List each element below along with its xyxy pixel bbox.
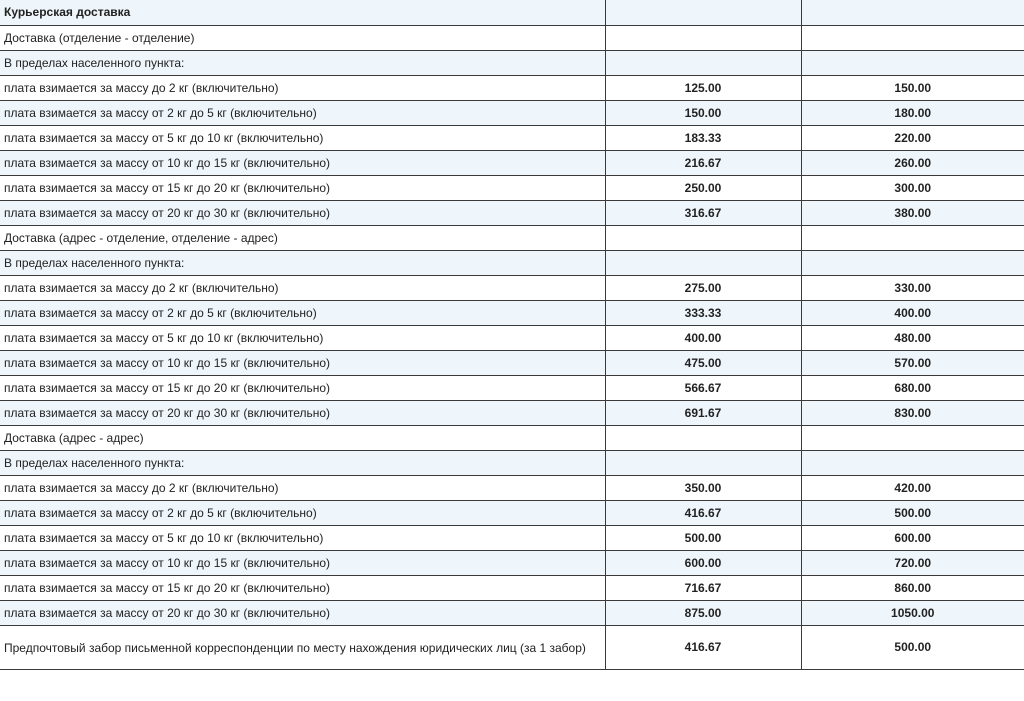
price-with-vat: 220.00	[801, 125, 1024, 150]
price-with-vat: 480.00	[801, 325, 1024, 350]
empty-cell	[801, 425, 1024, 450]
row-description: Предпочтовый забор письменной корреспонденции по месту нахождения юридических лиц (за 1 забор)	[0, 625, 605, 669]
row-description: плата взимается за массу от 20 кг до 30 кг (включительно)	[0, 200, 605, 225]
empty-cell	[801, 50, 1024, 75]
empty-cell	[605, 425, 801, 450]
empty-cell	[605, 0, 801, 25]
price-without-vat: 566.67	[605, 375, 801, 400]
table-row	[0, 150, 1024, 175]
price-without-vat: 275.00	[605, 275, 801, 300]
empty-cell	[801, 250, 1024, 275]
price-with-vat: 380.00	[801, 200, 1024, 225]
empty-cell	[801, 0, 1024, 25]
subsection-row	[0, 250, 1024, 275]
row-description: плата взимается за массу от 10 кг до 15 кг (включительно)	[0, 350, 605, 375]
price-without-vat: 183.33	[605, 125, 801, 150]
row-description: плата взимается за массу от 15 кг до 20 кг (включительно)	[0, 375, 605, 400]
price-with-vat: 570.00	[801, 350, 1024, 375]
price-with-vat: 420.00	[801, 475, 1024, 500]
empty-cell	[801, 450, 1024, 475]
subsection-label: В пределах населенного пункта:	[0, 50, 605, 75]
table-row	[0, 100, 1024, 125]
section-label: Доставка (адрес - отделение, отделение - адрес)	[0, 225, 605, 250]
row-description: плата взимается за массу от 2 кг до 5 кг (включительно)	[0, 500, 605, 525]
price-with-vat: 860.00	[801, 575, 1024, 600]
table-row	[0, 375, 1024, 400]
subsection-row	[0, 50, 1024, 75]
subsection-label: В пределах населенного пункта:	[0, 250, 605, 275]
price-with-vat: 830.00	[801, 400, 1024, 425]
price-without-vat: 475.00	[605, 350, 801, 375]
price-without-vat: 416.67	[605, 625, 801, 669]
row-description: плата взимается за массу от 10 кг до 15 кг (включительно)	[0, 550, 605, 575]
price-with-vat: 500.00	[801, 500, 1024, 525]
row-description: плата взимается за массу от 15 кг до 20 кг (включительно)	[0, 575, 605, 600]
table-row	[0, 300, 1024, 325]
price-without-vat: 333.33	[605, 300, 801, 325]
table-row	[0, 200, 1024, 225]
table-row	[0, 625, 1024, 669]
row-description: плата взимается за массу от 2 кг до 5 кг (включительно)	[0, 300, 605, 325]
table-row	[0, 525, 1024, 550]
row-description: плата взимается за массу от 5 кг до 10 кг (включительно)	[0, 325, 605, 350]
table-row	[0, 275, 1024, 300]
table-row	[0, 600, 1024, 625]
price-with-vat: 680.00	[801, 375, 1024, 400]
row-description: плата взимается за массу от 20 кг до 30 кг (включительно)	[0, 600, 605, 625]
empty-cell	[605, 225, 801, 250]
price-with-vat: 180.00	[801, 100, 1024, 125]
price-with-vat: 600.00	[801, 525, 1024, 550]
row-description: плата взимается за массу от 2 кг до 5 кг (включительно)	[0, 100, 605, 125]
subsection-row	[0, 450, 1024, 475]
subsection-label: В пределах населенного пункта:	[0, 450, 605, 475]
price-without-vat: 416.67	[605, 500, 801, 525]
row-description: плата взимается за массу до 2 кг (включительно)	[0, 275, 605, 300]
price-without-vat: 350.00	[605, 475, 801, 500]
price-without-vat: 716.67	[605, 575, 801, 600]
price-without-vat: 216.67	[605, 150, 801, 175]
price-without-vat: 150.00	[605, 100, 801, 125]
row-description: плата взимается за массу до 2 кг (включительно)	[0, 75, 605, 100]
table-row	[0, 575, 1024, 600]
section-row	[0, 25, 1024, 50]
price-without-vat: 125.00	[605, 75, 801, 100]
price-with-vat: 150.00	[801, 75, 1024, 100]
empty-cell	[605, 250, 801, 275]
row-description: плата взимается за массу до 2 кг (включительно)	[0, 475, 605, 500]
empty-cell	[605, 450, 801, 475]
empty-cell	[801, 25, 1024, 50]
price-without-vat: 500.00	[605, 525, 801, 550]
row-description: плата взимается за массу от 5 кг до 10 кг (включительно)	[0, 525, 605, 550]
empty-cell	[605, 25, 801, 50]
section-row	[0, 425, 1024, 450]
price-without-vat: 691.67	[605, 400, 801, 425]
price-with-vat: 260.00	[801, 150, 1024, 175]
table-row	[0, 475, 1024, 500]
empty-cell	[801, 225, 1024, 250]
price-without-vat: 600.00	[605, 550, 801, 575]
table-row	[0, 500, 1024, 525]
table-row	[0, 325, 1024, 350]
section-label: Доставка (отделение - отделение)	[0, 25, 605, 50]
table-row	[0, 75, 1024, 100]
price-without-vat: 316.67	[605, 200, 801, 225]
price-with-vat: 400.00	[801, 300, 1024, 325]
table-title-row	[0, 0, 1024, 25]
section-label: Доставка (адрес - адрес)	[0, 425, 605, 450]
table-row	[0, 550, 1024, 575]
table-row	[0, 350, 1024, 375]
price-with-vat: 330.00	[801, 275, 1024, 300]
price-without-vat: 875.00	[605, 600, 801, 625]
row-description: плата взимается за массу от 20 кг до 30 кг (включительно)	[0, 400, 605, 425]
price-without-vat: 250.00	[605, 175, 801, 200]
row-description: плата взимается за массу от 5 кг до 10 кг (включительно)	[0, 125, 605, 150]
price-with-vat: 300.00	[801, 175, 1024, 200]
table-title: Курьерская доставка	[0, 0, 605, 25]
price-without-vat: 400.00	[605, 325, 801, 350]
table-row	[0, 400, 1024, 425]
price-with-vat: 500.00	[801, 625, 1024, 669]
price-with-vat: 1050.00	[801, 600, 1024, 625]
section-row	[0, 225, 1024, 250]
row-description: плата взимается за массу от 15 кг до 20 кг (включительно)	[0, 175, 605, 200]
table-row	[0, 175, 1024, 200]
price-with-vat: 720.00	[801, 550, 1024, 575]
row-description: плата взимается за массу от 10 кг до 15 кг (включительно)	[0, 150, 605, 175]
empty-cell	[605, 50, 801, 75]
table-row	[0, 125, 1024, 150]
